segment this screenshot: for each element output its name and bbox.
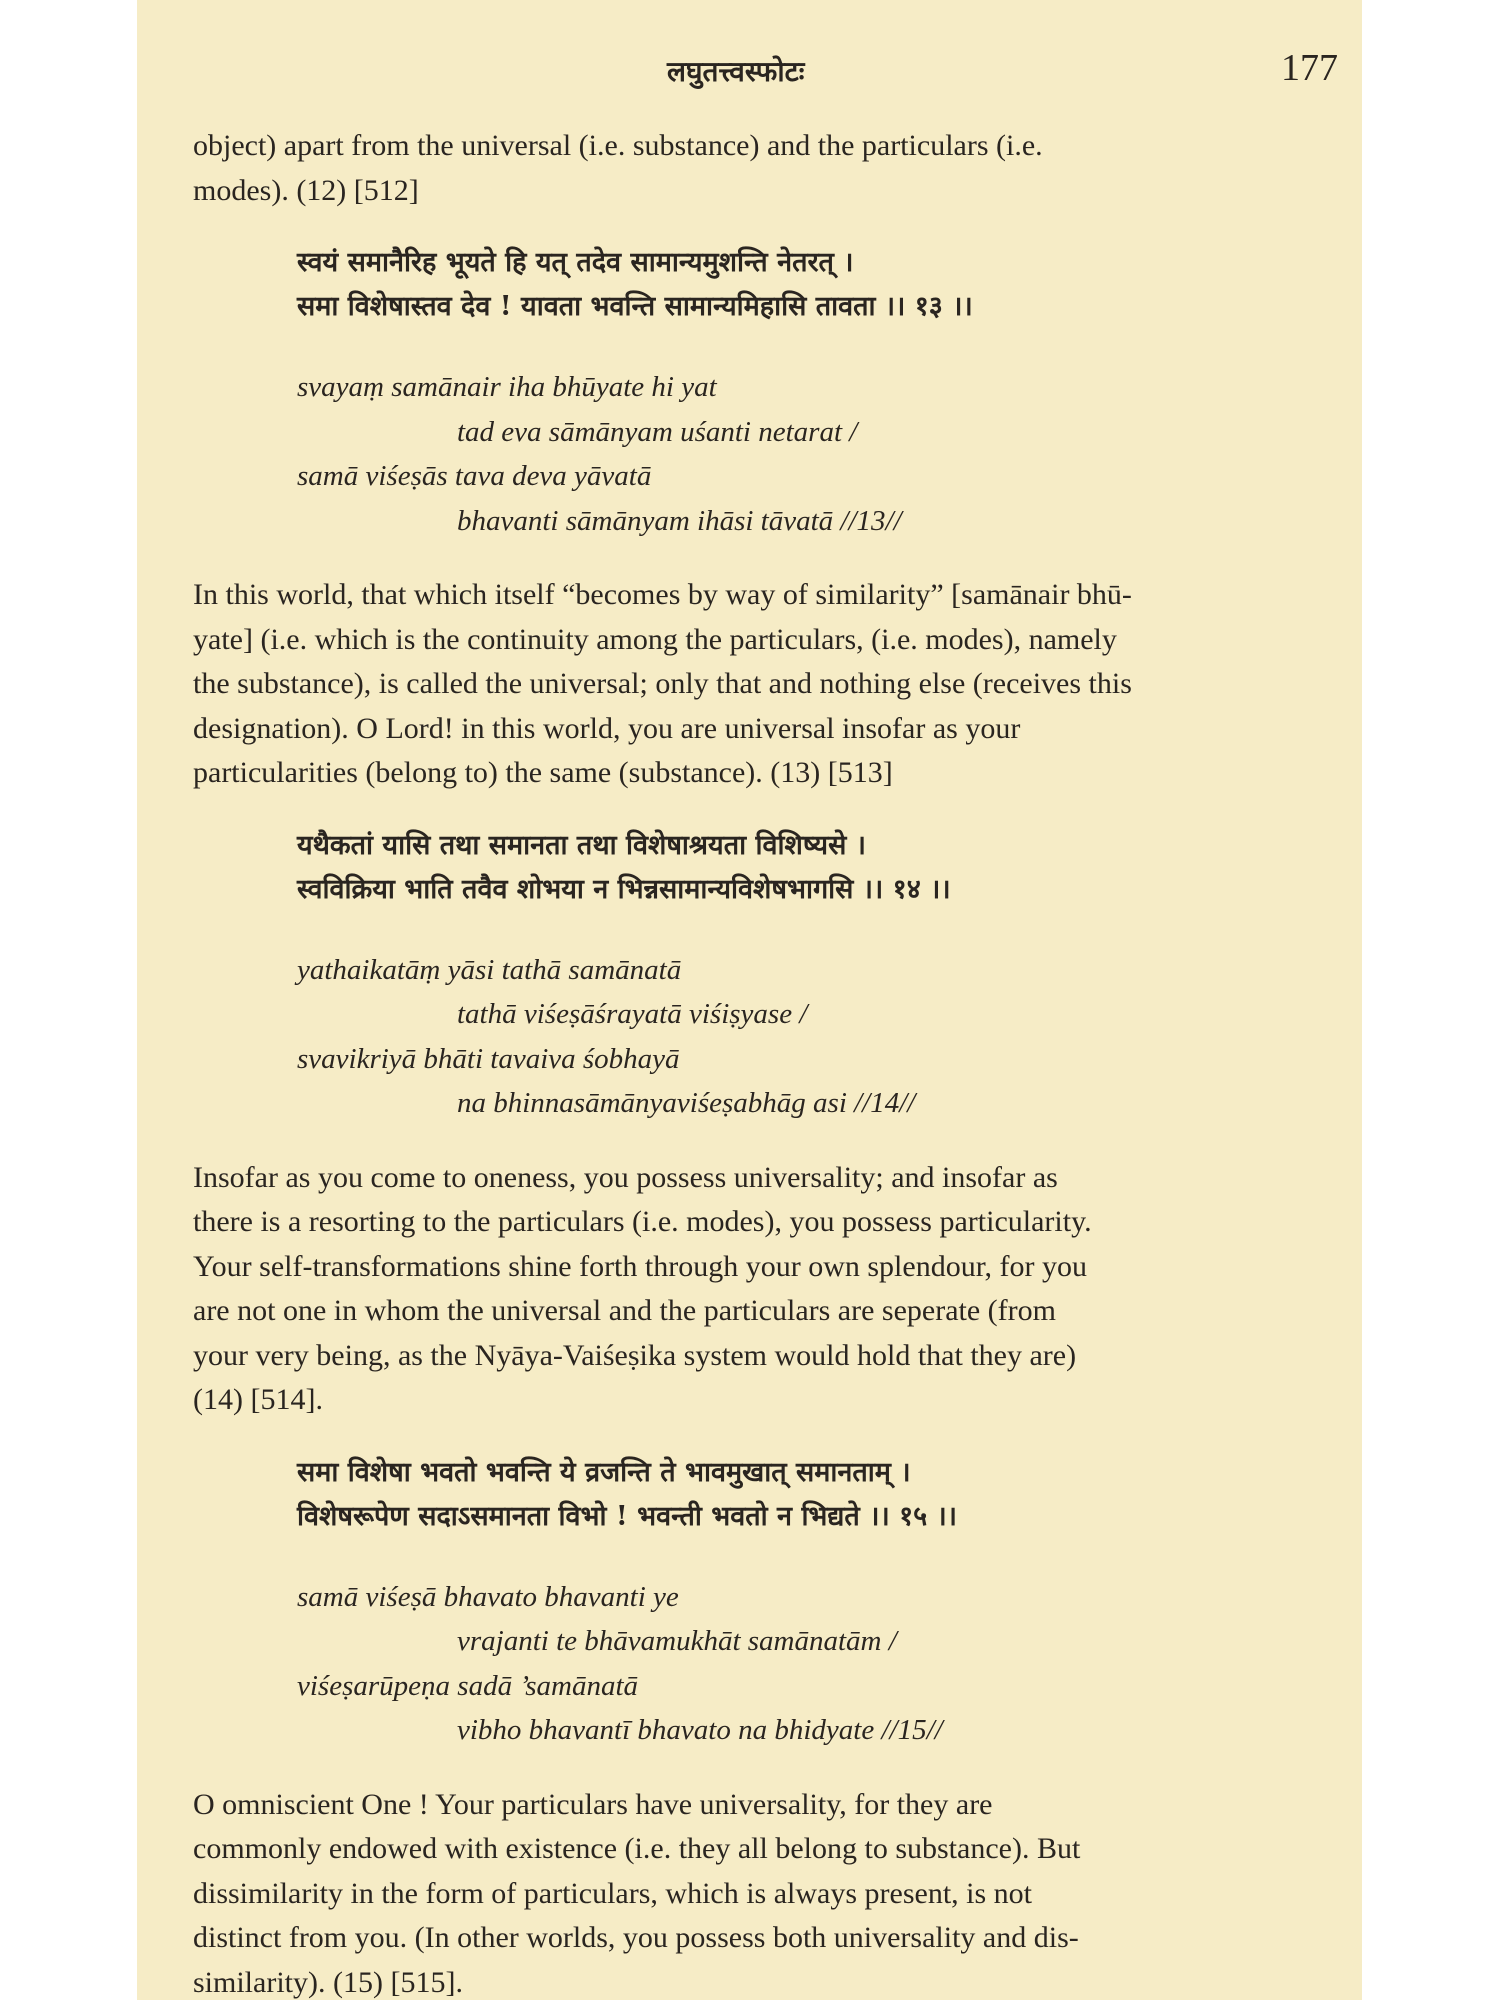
- paragraph-14: Insofar as you come to oneness, you possess universality; and insofar as there is a resorting to the particulars (i.e. modes), you possess particularity. Your self-transformations shine forth through your own splendour, for you are not one in whom the universal and the particulars are seperate (from your very being, as the Nyāya-Vaiśeṣika system would hold that they are) (14) [514].: [193, 1160, 1092, 1416]
- page-number: 177: [1281, 47, 1338, 89]
- verse-15-transliteration: samā viśeṣā bhavato bhavanti ye vrajanti te bhāvamukhāt samānatām / viśeṣarūpeṇa sadā ’samānatā vibho bhavantī bhavato na bhidyate //15//: [297, 1580, 943, 1746]
- paragraph-13: In this world, that which itself “becomes by way of similarity” [samānair bhū- yate] (i.e. which is the continuity among the particulars, (i.e. modes), namely the substance), is called the universal; only that and nothing else (receives this designation). O Lord! in this world, you are universal insofar as your particularities (belong to) the same (substance). (13) [513]: [193, 578, 1132, 789]
- running-title: लघुतत्त्वस्फोटः: [667, 55, 805, 88]
- paragraph-12-end: object) apart from the universal (i.e. substance) and the particulars (i.e. modes). (12) [512]: [193, 129, 1043, 207]
- page-body: [193, 124, 1333, 2000]
- verse-14-transliteration: yathaikatāṃ yāsi tathā samānatā tathā viśeṣāśrayatā viśiṣyase / svavikriyā bhāti tavaiva śobhayā na bhinnasāmānyaviśeṣabhāg asi //14//: [297, 953, 916, 1119]
- page-header: [137, 44, 1362, 104]
- book-page: [137, 0, 1362, 2000]
- verse-14-devanagari: यथैकतां यासि तथा समानता तथा विशेषाश्रयता विशिष्यसे । स्वविक्रिया भाति तवैव शोभया न भिन्नसामान्यविशेषभागसि ।। १४ ।।: [297, 829, 951, 905]
- paragraph-15: O omniscient One ! Your particulars have universality, for they are commonly endowed with existence (i.e. they all belong to substance). But dissimilarity in the form of particulars, which is always present, is not distinct from you. (In other worlds, you possess both universality and dis- similarity). (15) [515].: [193, 1787, 1081, 1999]
- verse-13-transliteration: svayaṃ samānair iha bhūyate hi yat tad eva sāmānyam uśanti netarat / samā viśeṣās tava deva yāvatā bhavanti sāmānyam ihāsi tāvatā //13//: [297, 371, 902, 537]
- verse-13-devanagari: स्वयं समानैरिह भूयते हि यत् तदेव सामान्यमुशन्ति नेतरत् । समा विशेषास्तव देव ! यावता भवन्ति सामान्यमिहासि तावता ।। १३ ।।: [297, 247, 973, 322]
- verse-15-devanagari: समा विशेषा भवतो भवन्ति ये व्रजन्ति ते भावमुखात् समानताम् । विशेषरूपेण सदाऽसमानता विभो ! भवन्ती भवतो न भिद्यते ।। १५ ।।: [297, 1456, 958, 1532]
